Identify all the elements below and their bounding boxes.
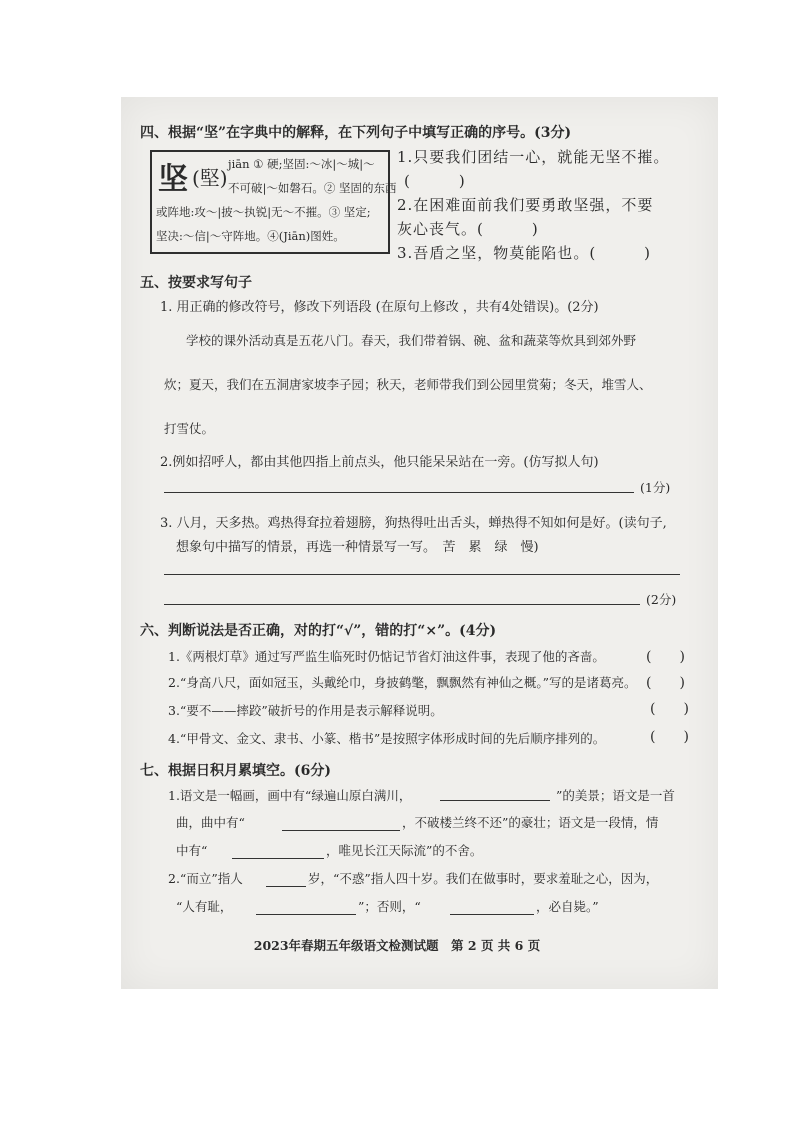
answer-line[interactable] xyxy=(266,886,306,887)
s7-q1-line-3b: ，唯见长江天际流”的不舍。 xyxy=(326,843,483,858)
s5-q3-score: (2分) xyxy=(646,592,677,607)
s7-q2-b: 岁，“不惑”指人四十岁。我们在做事时，要求羞耻之心，因为， xyxy=(308,871,659,886)
s5-q2-score: (1分) xyxy=(640,480,671,495)
answer-line[interactable] xyxy=(232,858,324,859)
dict-line: jiān ① 硬;坚固:～冰|～城|～ xyxy=(228,157,375,171)
s6-paren-3[interactable]: ( ) xyxy=(650,701,689,717)
s6-paren-1[interactable]: ( ) xyxy=(646,649,685,665)
s4-sentence-2a: 2.在困难面前我们要勇敢坚强，不要 xyxy=(397,196,654,214)
s4-answer-paren[interactable]: ( ) xyxy=(404,172,466,190)
s5-passage-line-2: 炊；夏天，我们在五洞唐家坡李子园；秋天，老师带我们到公园里赏菊；冬天，堆雪人、 xyxy=(164,377,652,392)
s6-paren-2[interactable]: ( ) xyxy=(646,675,685,691)
s7-q1-line-3a: 中有“ xyxy=(176,843,208,858)
s7-q2-d: ”；否则，“ xyxy=(358,899,421,914)
s4-sentence-3: 3.吾盾之坚，物莫能陷也。( ) xyxy=(397,244,652,262)
s6-item-2: 2.“身高八尺，面如冠玉，头戴纶巾，身披鹤氅，飘飘然有神仙之概。”写的是诸葛亮。 xyxy=(168,675,637,690)
dictionary-box xyxy=(150,150,397,254)
s6-paren-4[interactable]: ( ) xyxy=(650,729,689,745)
s5-q1: 1. 用正确的修改符号，修改下列语段 (在原句上修改 ，共有4处错误)。(2分) xyxy=(160,300,599,315)
s7-q1-line-1b: ”的美景；语文是一首 xyxy=(556,788,675,803)
s7-q2-a: 2.“而立”指人 xyxy=(168,871,243,886)
answer-line[interactable] xyxy=(282,830,400,831)
section-5-title: 五、按要求写句子 xyxy=(140,275,252,291)
answer-line[interactable] xyxy=(164,492,634,493)
s7-q1-line-2a: 曲，曲中有“ xyxy=(176,815,245,830)
section-6-title: 六、判断说法是否正确，对的打“√”，错的打“×”。(4分) xyxy=(140,623,497,639)
s7-q1-line-2b: ，不破楼兰终不还”的豪壮；语文是一段情，情 xyxy=(402,815,659,830)
dict-line: 或阵地:攻～|披～执锐|无～不摧。③ 坚定; xyxy=(156,205,371,219)
s5-q3b: 想象句中描写的情景，再选一种情景写一写。 苦 累 绿 慢) xyxy=(176,540,539,555)
section-4-title: 四、根据“坚”在字典中的解释，在下列句子中填写正确的序号。(3分) xyxy=(140,125,572,141)
s7-q2-e: ，必自毙。” xyxy=(536,899,599,914)
s5-passage-line-1: 学校的课外活动真是五花八门。春天，我们带着锅、碗、盆和蔬菜等炊具到郊外野 xyxy=(186,333,637,348)
page-footer: 2023年春期五年级语文检测试题 第 2 页 共 6 页 xyxy=(253,938,541,953)
s6-item-1: 1.《两根灯草》通过写严监生临死时仍惦记节省灯油这件事，表现了他的吝啬。 xyxy=(168,649,605,664)
answer-line[interactable] xyxy=(440,800,550,801)
s5-q3a: 3. 八月，天多热。鸡热得耷拉着翅膀，狗热得吐出舌头，蝉热得不知如何是好。(读句子, xyxy=(160,516,667,531)
s7-q2-c: “人有耻， xyxy=(176,899,233,914)
s5-passage-line-3: 打雪仗。 xyxy=(164,421,215,436)
s7-q1-line-1a: 1.语文是一幅画，画中有“绿遍山原白满川， xyxy=(168,788,412,803)
answer-line[interactable] xyxy=(256,914,356,915)
answer-line[interactable] xyxy=(164,574,680,575)
s5-q2: 2.例如招呼人，都由其他四指上前点头，他只能呆呆站在一旁。(仿写拟人句) xyxy=(160,455,599,470)
s4-sentence-2b: 灰心丧气。( ) xyxy=(397,220,539,238)
dict-traditional: (堅) xyxy=(192,166,228,190)
dict-line: 坚决:～信|～守阵地。④(Jiān)图姓。 xyxy=(156,229,345,243)
s4-sentence-1: 1.只要我们团结一心，就能无坚不摧。 xyxy=(397,148,670,166)
section-7-title: 七、根据日积月累填空。(6分) xyxy=(140,763,331,779)
dict-line: 不可破|～如磐石。② 坚固的东西 xyxy=(228,181,397,195)
answer-line[interactable] xyxy=(450,914,534,915)
dict-headword: 坚 xyxy=(158,162,188,197)
s6-item-3: 3.“要不——摔跤”破折号的作用是表示解释说明。 xyxy=(168,703,443,718)
s6-item-4: 4.“甲骨文、金文、隶书、小篆、楷书”是按照字体形成时间的先后顺序排列的。 xyxy=(168,731,606,746)
answer-line[interactable] xyxy=(164,604,640,605)
